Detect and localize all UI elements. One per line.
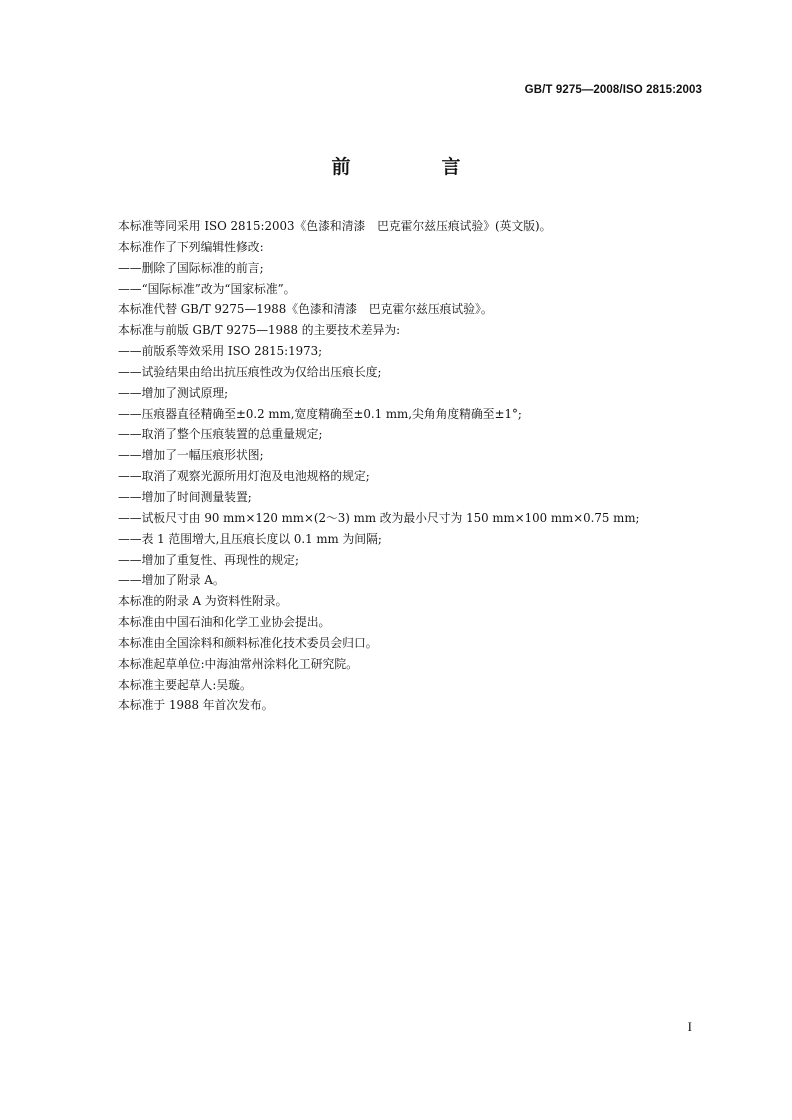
text-line: 本标准等同采用 ISO 2815:2003《色漆和清漆 巴克霍尔兹压痕试验》(英文版)。 — [118, 219, 552, 233]
text-line: 本标准与前版 GB/T 9275—1988 的主要技术差异为: — [118, 323, 401, 338]
page-title: 前 言 — [331, 156, 497, 178]
text-line: 本标准于 1988 年首次发布。 — [118, 698, 274, 713]
text-line: ——删除了国际标准的前言; — [118, 260, 264, 275]
text-line: ——增加了一幅压痕形状图; — [118, 448, 264, 463]
text-line: ——增加了附录 A。 — [118, 573, 225, 588]
text-line: ——“国际标准”改为“国家标准”。 — [118, 281, 296, 296]
text-line: ——增加了测试原理; — [118, 385, 229, 400]
text-line: ——表 1 范围增大,且压痕长度以 0.1 mm 为间隔; — [118, 531, 382, 546]
text-line: ——试板尺寸由 90 mm×120 mm×(2～3) mm 改为最小尺寸为 150 mm×100 mm×0.75 mm; — [118, 510, 640, 525]
text-line: 本标准的附录 A 为资料性附录。 — [118, 594, 288, 609]
foreword-body — [118, 216, 718, 716]
text-line: ——试验结果由给出抗压痕性改为仅给出压痕长度; — [118, 364, 382, 379]
text-line: ——压痕器直径精确至±0.2 mm,宽度精确至±0.1 mm,尖角角度精确至±1°; — [118, 406, 522, 421]
text-line: ——前版系等效采用 ISO 2815:1973; — [118, 344, 323, 359]
text-line: 本标准代替 GB/T 9275—1988《色漆和清漆 巴克霍尔兹压痕试验》。 — [118, 302, 493, 317]
text-line: ——取消了整个压痕装置的总重量规定; — [118, 427, 323, 442]
text-line: 本标准由全国涂料和颜料标准化技术委员会归口。 — [118, 635, 378, 650]
text-line: 本标准作了下列编辑性修改: — [118, 239, 264, 254]
page-number: I — [687, 1019, 692, 1034]
text-line: ——增加了重复性、再现性的规定; — [118, 552, 299, 567]
text-line: 本标准主要起草人:吴璇。 — [118, 677, 252, 692]
text-line: 本标准起草单位:中海油常州涂料化工研究院。 — [118, 656, 358, 671]
standard-code-header: GB/T 9275—2008/ISO 2815:2003 — [524, 84, 702, 96]
text-line: 本标准由中国石油和化学工业协会提出。 — [118, 615, 331, 630]
text-line: ——取消了观察光源所用灯泡及电池规格的规定; — [118, 469, 370, 484]
text-line: ——增加了时间测量装置; — [118, 489, 252, 504]
